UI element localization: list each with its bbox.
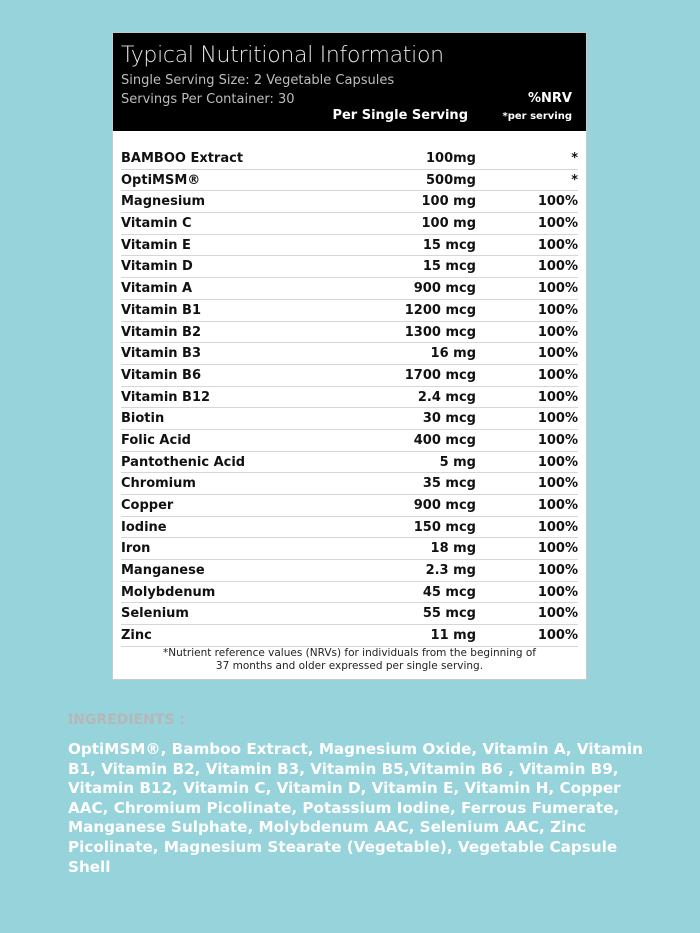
nutrient-row xyxy=(121,191,578,213)
nutrient-amount: 35 mcg xyxy=(422,476,476,492)
nutrient-nrv: 100% xyxy=(537,584,578,600)
nutrient-amount: 15 mcg xyxy=(422,259,476,275)
nutrient-amount: 100 mg xyxy=(421,194,476,210)
nutrient-row xyxy=(121,235,578,257)
nutrient-nrv: 100% xyxy=(537,563,578,579)
nutrient-row xyxy=(121,517,578,539)
nutrient-amount: 150 mcg xyxy=(413,519,476,535)
nutrient-amount: 1700 mcg xyxy=(404,367,476,383)
nutrient-nrv: 100% xyxy=(537,302,578,318)
nutrient-amount: 100mg xyxy=(426,151,476,166)
nutrient-name: Iron xyxy=(121,541,151,557)
nutrient-name: Molybdenum xyxy=(121,584,216,600)
nutrient-name: Chromium xyxy=(121,476,196,492)
nutrient-nrv: 100% xyxy=(537,628,578,644)
nutrient-amount: 900 mcg xyxy=(413,498,476,513)
nutrient-amount: 30 mcg xyxy=(422,411,476,427)
nutrient-name: Vitamin B1 xyxy=(121,302,202,318)
nutrient-name: Copper xyxy=(121,498,174,513)
nutrient-name: Manganese xyxy=(121,563,205,579)
nutrient-row xyxy=(121,256,578,278)
nrv-footnote xyxy=(113,647,586,672)
footnote-line-1: *Nutrient reference values (NRVs) for individuals from the beginning of xyxy=(163,647,536,659)
nutrition-title: Typical Nutritional Information xyxy=(121,43,444,68)
nutrient-nrv: 100% xyxy=(537,194,578,210)
nutrient-amount: 15 mcg xyxy=(422,237,476,253)
nutrient-row xyxy=(121,343,578,365)
nutrient-nrv: 100% xyxy=(537,541,578,557)
ingredients-text: OptiMSM®, Bamboo Extract, Magnesium Oxide, Vitamin A, Vitamin B1, Vitamin B2, Vitamin B3, Vitamin B5,Vitamin B6 , Vitamin B9, Vitamin B12, Vitamin C, Vitamin D, Vitamin E, Vitamin H, Copper AAC, Chromium Picolinate, Potassium Iodine, Ferrous Fumerate, Manganese Sulphate, Molybdenum AAC, Selenium AAC, Zinc Picolinate, Magnesium Stearate (Vegetable), Vegetable Capsule Shell xyxy=(68,740,643,876)
nutrient-amount: 400 mcg xyxy=(413,432,476,448)
nutrient-amount: 1200 mcg xyxy=(404,302,476,318)
nutrient-name: Pantothenic Acid xyxy=(121,454,246,470)
nutrient-row xyxy=(121,603,578,625)
nutrition-header xyxy=(113,33,586,131)
ingredients-heading: INGREDIENTS : xyxy=(68,712,185,728)
nutrient-nrv: 100% xyxy=(537,389,578,405)
nutrient-name: Magnesium xyxy=(121,194,206,210)
nutrient-nrv: 100% xyxy=(537,216,578,232)
nutrient-name: Selenium xyxy=(121,606,189,622)
nutrient-amount: 2.4 mcg xyxy=(417,389,476,405)
nutrient-row xyxy=(121,300,578,322)
nutrient-name: Vitamin B2 xyxy=(121,324,202,340)
nutrient-amount: 18 mg xyxy=(430,541,476,557)
nutrient-name: Vitamin B12 xyxy=(121,389,211,405)
nutrient-nrv: 100% xyxy=(537,454,578,470)
nutrient-row xyxy=(121,430,578,452)
nutrient-nrv: * xyxy=(571,151,578,166)
nutrient-row xyxy=(121,365,578,387)
servings-per-container: Servings Per Container: 30 xyxy=(121,92,295,107)
nutrient-nrv: 100% xyxy=(537,367,578,383)
nutrient-name: BAMBOO Extract xyxy=(121,151,244,166)
nutrition-panel xyxy=(112,32,587,680)
nutrient-nrv: 100% xyxy=(537,432,578,448)
nutrient-name: Vitamin C xyxy=(121,216,192,232)
nutrient-name: Vitamin A xyxy=(121,281,193,297)
nrv-column-note: *per serving xyxy=(502,111,572,122)
nutrient-row xyxy=(121,408,578,430)
nutrient-amount: 45 mcg xyxy=(422,584,476,600)
nutrient-nrv: 100% xyxy=(537,259,578,275)
nutrient-row xyxy=(121,148,578,170)
nutrient-amount: 2.3 mg xyxy=(425,563,476,579)
footnote-line-2: 37 months and older expressed per single serving. xyxy=(215,659,484,672)
nutrient-amount: 900 mcg xyxy=(413,281,476,297)
nutrient-name: Iodine xyxy=(121,519,167,535)
nutrient-amount: 1300 mcg xyxy=(404,324,476,340)
nutrient-name: Folic Acid xyxy=(121,432,191,448)
nutrient-name: Vitamin D xyxy=(121,259,193,275)
nutrient-nrv: 100% xyxy=(537,237,578,253)
nutrient-row xyxy=(121,278,578,300)
nutrient-name: Zinc xyxy=(121,628,152,644)
nutrient-nrv: 100% xyxy=(537,411,578,427)
nutrient-amount: 100 mg xyxy=(421,216,476,232)
nutrient-name: Biotin xyxy=(121,411,165,427)
nutrient-name: OptiMSM® xyxy=(121,172,201,188)
nutrient-name: Vitamin B6 xyxy=(121,367,202,383)
nutrient-row xyxy=(121,495,578,517)
nutrient-name: Vitamin B3 xyxy=(121,346,202,362)
nrv-column-header: %NRV xyxy=(528,91,572,106)
nutrient-row xyxy=(121,538,578,560)
nutrient-row xyxy=(121,560,578,582)
nutrient-amount: 16 mg xyxy=(430,346,476,362)
nutrient-row xyxy=(121,625,578,647)
nutrient-amount: 500mg xyxy=(426,172,476,188)
nutrient-row xyxy=(121,452,578,474)
nutrient-amount: 11 mg xyxy=(430,628,476,644)
nutrient-table xyxy=(113,148,586,647)
nutrient-row xyxy=(121,170,578,192)
nutrient-row xyxy=(121,387,578,409)
nutrient-nrv: 100% xyxy=(537,519,578,535)
per-serving-column-header: Per Single Serving xyxy=(332,108,468,123)
nutrient-name: Vitamin E xyxy=(121,237,191,253)
nutrient-row xyxy=(121,322,578,344)
nutrient-nrv: 100% xyxy=(537,324,578,340)
nutrient-row xyxy=(121,582,578,604)
nutrient-row xyxy=(121,213,578,235)
nutrient-nrv: 100% xyxy=(537,476,578,492)
nutrient-amount: 5 mg xyxy=(439,454,476,470)
serving-size: Single Serving Size: 2 Vegetable Capsules xyxy=(121,73,395,88)
nutrient-amount: 55 mcg xyxy=(422,606,476,622)
nutrient-nrv: 100% xyxy=(537,606,578,622)
nutrient-row xyxy=(121,473,578,495)
nutrient-nrv: 100% xyxy=(537,281,578,297)
nutrient-nrv: 100% xyxy=(537,498,578,513)
nutrient-nrv: 100% xyxy=(537,346,578,362)
nutrient-nrv: * xyxy=(571,172,578,188)
